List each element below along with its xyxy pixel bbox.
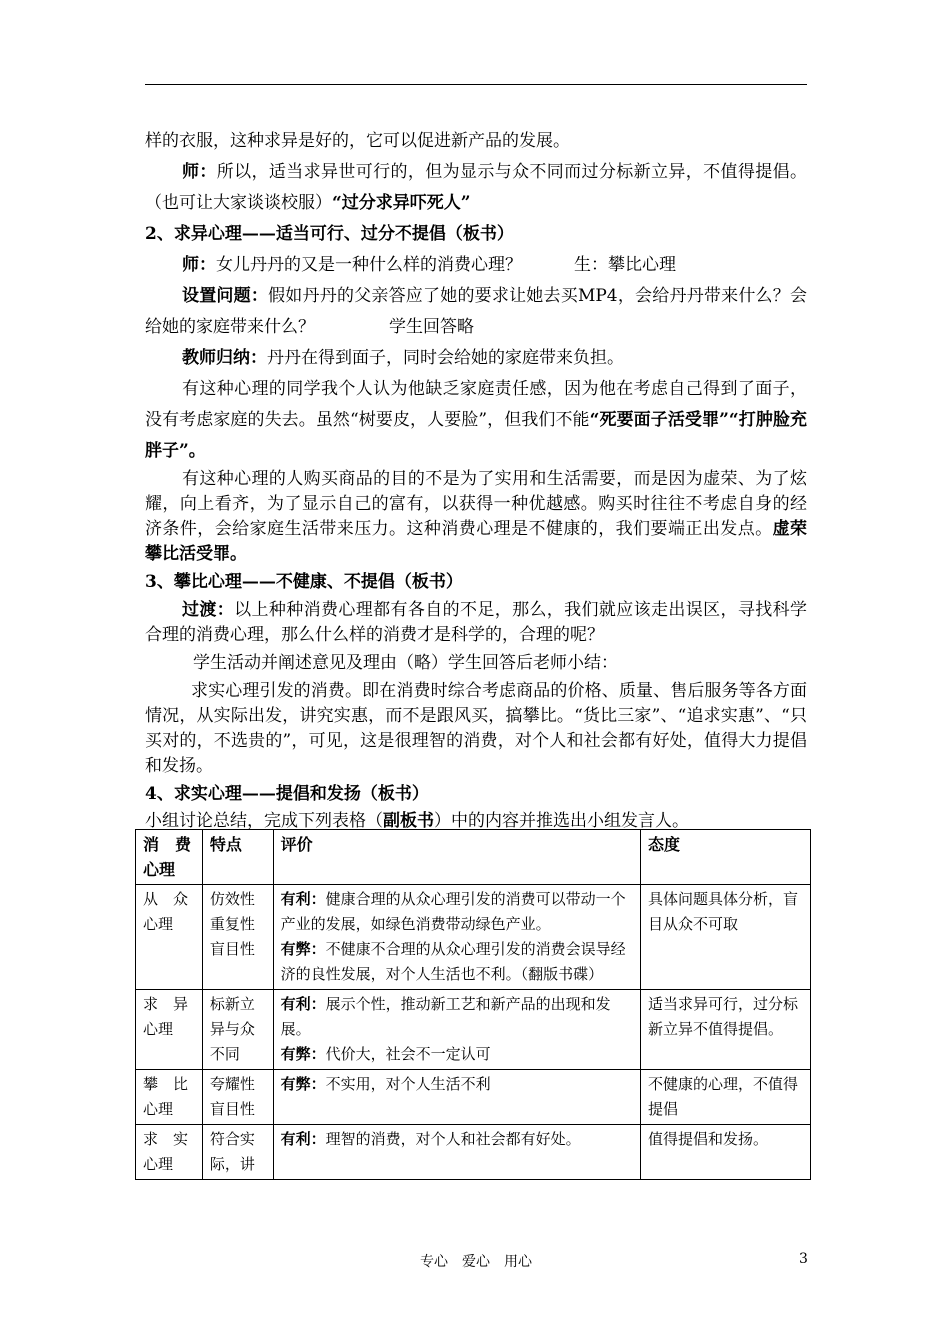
- paragraph-text: 假如丹丹的父亲答应了她的要求让她去买MP4，会给丹丹带来什么？会给她的家庭带来什么？: [145, 286, 807, 337]
- con-text: 代价大，社会不一定认可: [325, 1045, 491, 1063]
- section-heading: 3、攀比心理——不健康、不提倡（板书）: [145, 572, 463, 592]
- pro-label: 有利：: [280, 1130, 326, 1148]
- con-text: 不实用，对个人生活不利: [325, 1075, 491, 1093]
- table-row: [136, 1125, 811, 1180]
- con-text: 不健康不合理的从众心理引发的消费会误导经济的良性发展，对个人生活也不利。（翻版书碟）: [280, 940, 626, 983]
- paragraph-text: 有这种心理的人购买商品的目的不是为了实用和生活需要，而是因为虚荣、为了炫耀，向上看齐，为了显示自己的富有，以获得一种优越感。购买时往往不考虑自身的经济条件，会给家庭生活带来压力。这种消费心理是不健康的，我们要端正出发点。: [145, 469, 807, 539]
- paragraph: [145, 281, 807, 343]
- paragraph-text: 所以，适当求异世可行的，但为显示与众不同而过分标新立异，不值得提倡。（也可让大家谈谈校服）: [145, 162, 808, 213]
- table-row: [136, 990, 811, 1070]
- paragraph: [145, 157, 807, 219]
- paragraph: 样的衣服，这种求异是好的，它可以促进新产品的发展。: [145, 131, 570, 151]
- section-heading: 4、求实心理——提倡和发扬（板书）: [145, 784, 429, 804]
- page-number: 3: [799, 1251, 808, 1267]
- psychology-type-cell: 求 实心理: [136, 1125, 203, 1180]
- psychology-type-cell: 求 异心理: [136, 990, 203, 1070]
- traits-cell: 标新立异与众不同: [202, 990, 273, 1070]
- traits-cell: 仿效性重复性盲目性: [202, 885, 273, 990]
- emphasis-text: “死要面子活受罪”“打肿脸充胖子”。: [145, 410, 807, 461]
- psychology-type-cell: 攀 比心理: [136, 1070, 203, 1125]
- emphasis-text: 副板书: [383, 811, 434, 831]
- pro-text: 展示个性，推动新工艺和新产品的出现和发展。: [280, 995, 611, 1038]
- document-body: [145, 126, 807, 832]
- column-header: 态度: [640, 830, 810, 885]
- column-header: 消 费心理: [136, 830, 203, 885]
- paragraph: [145, 250, 807, 281]
- student-answer: 生：攀比心理: [574, 255, 676, 275]
- pro-text: 理智的消费，对个人和社会都有好处。: [325, 1130, 581, 1148]
- attitude-cell: 值得提倡和发扬。: [640, 1125, 810, 1180]
- table-header-row: [136, 830, 811, 885]
- column-header: 特点: [202, 830, 273, 885]
- consumer-psychology-table: [135, 829, 811, 1180]
- traits-cell: 符合实际，讲: [202, 1125, 273, 1180]
- section-heading: 2、求异心理——适当可行、过分不提倡（板书）: [145, 224, 514, 244]
- header-rule: [145, 84, 807, 85]
- attitude-cell: 不健康的心理，不值得提倡: [640, 1070, 810, 1125]
- pro-label: 有利：: [280, 995, 326, 1013]
- attitude-cell: 具体问题具体分析，盲目从众不可取: [640, 885, 810, 990]
- paragraph: [145, 598, 807, 648]
- paragraph-text: ）中的内容并推选出小组发言人。: [434, 811, 689, 831]
- pro-text: 健康合理的从众心理引发的消费可以带动一个产业的发展，如绿色消费带动绿色产业。: [280, 890, 626, 933]
- footer-motto: 专心 爱心 用心: [420, 1254, 532, 1270]
- emphasis-text: “过分求异吓死人”: [332, 193, 471, 213]
- paragraph-text: 小组讨论总结，完成下列表格（: [145, 811, 383, 831]
- table-row: [136, 885, 811, 990]
- column-header: 评价: [273, 830, 640, 885]
- paragraph-text: 有这种心理的同学我个人认为他缺乏家庭责任感，因为他在考虑自己得到了面子，没有考虑家庭的失去。虽然“树要皮，人要脸”，但我们不能: [145, 379, 807, 430]
- speaker-label: 教师归纳：: [182, 348, 267, 368]
- speaker-label: 过渡：: [182, 600, 235, 620]
- student-answer: 学生回答略: [389, 317, 474, 337]
- speaker-label: 师：: [182, 255, 216, 275]
- evaluation-cell: [273, 1125, 640, 1180]
- paragraph-text: 丹丹在得到面子，同时会给她的家庭带来负担。: [267, 348, 624, 368]
- table-row: [136, 1070, 811, 1125]
- paragraph: [145, 374, 807, 467]
- emphasis-text: 虚荣攀比活受罪。: [145, 519, 808, 564]
- con-label: 有弊：: [280, 1075, 326, 1093]
- evaluation-cell: [273, 885, 640, 990]
- paragraph-text: 女儿丹丹的又是一种什么样的消费心理？: [216, 255, 522, 275]
- paragraph: [145, 467, 807, 567]
- pro-label: 有利：: [280, 890, 326, 908]
- speaker-label: 师：: [182, 162, 217, 182]
- paragraph: [145, 343, 807, 374]
- con-label: 有弊：: [280, 1045, 326, 1063]
- con-label: 有弊：: [280, 940, 326, 958]
- attitude-cell: 适当求异可行，过分标新立异不值得提倡。: [640, 990, 810, 1070]
- evaluation-cell: [273, 1070, 640, 1125]
- psychology-type-cell: 从 众心理: [136, 885, 203, 990]
- evaluation-cell: [273, 990, 640, 1070]
- paragraph: 学生活动并阐述意见及理由（略）学生回答后老师小结：: [193, 653, 618, 673]
- paragraph-text: 以上种种消费心理都有各自的不足，那么，我们就应该走出误区，寻找科学合理的消费心理，那么什么样的消费才是科学的，合理的呢？: [145, 600, 808, 645]
- paragraph: 求实心理引发的消费。即在消费时综合考虑商品的价格、质量、售后服务等各方面情况，从实际出发，讲究实惠，而不是跟风买，搞攀比。“货比三家”、“追求实惠”、“只买对的，不选贵的”，可见，这是很理智的消费，对个人和社会都有好处，值得大力提倡和发扬。: [145, 681, 807, 776]
- traits-cell: 夸耀性盲目性: [202, 1070, 273, 1125]
- speaker-label: 设置问题：: [182, 286, 269, 306]
